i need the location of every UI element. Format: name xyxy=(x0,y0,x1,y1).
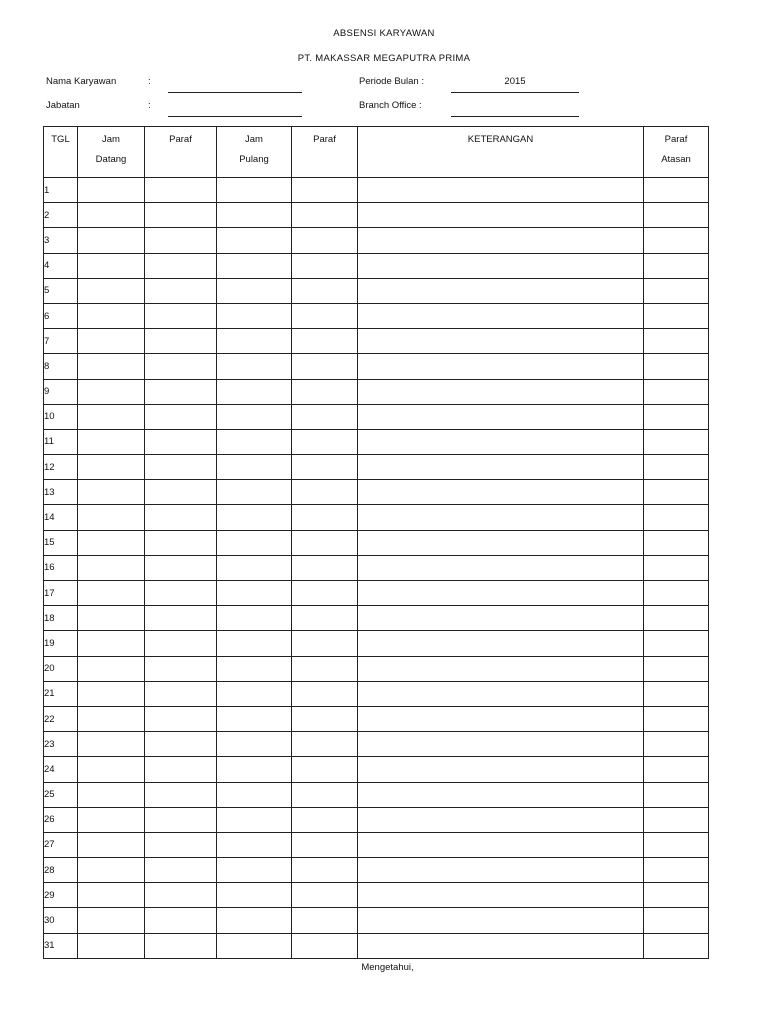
table-cell[interactable] xyxy=(644,354,709,379)
table-cell[interactable] xyxy=(78,505,145,530)
table-cell[interactable] xyxy=(358,782,644,807)
table-cell[interactable] xyxy=(78,832,145,857)
table-cell[interactable] xyxy=(78,706,145,731)
table-cell[interactable] xyxy=(644,706,709,731)
day-number: 22 xyxy=(44,706,78,731)
table-cell[interactable] xyxy=(78,656,145,681)
table-cell[interactable] xyxy=(292,581,358,606)
table-row xyxy=(44,278,709,303)
table-cell[interactable] xyxy=(145,757,217,782)
table-cell[interactable] xyxy=(145,883,217,908)
table-cell[interactable] xyxy=(358,203,644,228)
table-cell[interactable] xyxy=(145,455,217,480)
table-cell[interactable] xyxy=(644,203,709,228)
attendance-table xyxy=(43,126,709,959)
table-cell[interactable] xyxy=(358,530,644,555)
table-cell[interactable] xyxy=(358,681,644,706)
day-number: 17 xyxy=(44,581,78,606)
column-header-jam-datang: Jam Datang xyxy=(78,127,145,178)
table-cell[interactable] xyxy=(292,933,358,958)
table-cell[interactable] xyxy=(644,429,709,454)
table-cell[interactable] xyxy=(358,253,644,278)
table-cell[interactable] xyxy=(358,404,644,429)
table-row xyxy=(44,883,709,908)
table-cell[interactable] xyxy=(644,858,709,883)
table-cell[interactable] xyxy=(292,807,358,832)
table-row xyxy=(44,354,709,379)
table-cell[interactable] xyxy=(145,278,217,303)
day-number: 10 xyxy=(44,404,78,429)
table-cell[interactable] xyxy=(217,656,292,681)
table-row xyxy=(44,253,709,278)
table-cell[interactable] xyxy=(292,354,358,379)
table-row xyxy=(44,706,709,731)
table-cell[interactable] xyxy=(217,631,292,656)
table-cell[interactable] xyxy=(145,782,217,807)
table-cell[interactable] xyxy=(78,379,145,404)
table-cell[interactable] xyxy=(644,933,709,958)
day-number: 18 xyxy=(44,606,78,631)
table-cell[interactable] xyxy=(145,807,217,832)
table-cell[interactable] xyxy=(644,631,709,656)
table-cell[interactable] xyxy=(217,253,292,278)
table-row xyxy=(44,606,709,631)
table-cell[interactable] xyxy=(644,656,709,681)
table-cell[interactable] xyxy=(145,631,217,656)
table-row xyxy=(44,329,709,354)
day-number: 29 xyxy=(44,883,78,908)
table-cell[interactable] xyxy=(644,480,709,505)
table-cell[interactable] xyxy=(644,253,709,278)
table-cell[interactable] xyxy=(217,455,292,480)
table-cell[interactable] xyxy=(292,706,358,731)
column-header-keterangan: KETERANGAN xyxy=(358,127,644,178)
table-cell[interactable] xyxy=(292,455,358,480)
day-number: 15 xyxy=(44,530,78,555)
table-cell[interactable] xyxy=(78,228,145,253)
table-cell[interactable] xyxy=(358,858,644,883)
table-row xyxy=(44,404,709,429)
table-cell[interactable] xyxy=(358,832,644,857)
table-cell[interactable] xyxy=(217,732,292,757)
table-cell[interactable] xyxy=(644,329,709,354)
table-cell[interactable] xyxy=(217,832,292,857)
table-cell[interactable] xyxy=(292,631,358,656)
employee-name-colon: : xyxy=(148,76,151,87)
period-value[interactable]: 2015 xyxy=(504,76,526,87)
table-cell[interactable] xyxy=(292,883,358,908)
table-cell[interactable] xyxy=(145,253,217,278)
table-cell[interactable] xyxy=(78,303,145,328)
day-number: 27 xyxy=(44,832,78,857)
table-cell[interactable] xyxy=(217,706,292,731)
acknowledge-label: Mengetahui, xyxy=(361,962,414,973)
table-cell[interactable] xyxy=(217,429,292,454)
day-number: 4 xyxy=(44,253,78,278)
table-cell[interactable] xyxy=(292,253,358,278)
table-cell[interactable] xyxy=(358,178,644,203)
table-cell[interactable] xyxy=(292,656,358,681)
day-number: 30 xyxy=(44,908,78,933)
column-header-paraf-pulang: Paraf xyxy=(292,127,358,178)
column-header-paraf-datang: Paraf xyxy=(145,127,217,178)
employee-name-field[interactable] xyxy=(168,92,302,93)
table-row xyxy=(44,681,709,706)
table-cell[interactable] xyxy=(145,681,217,706)
table-cell[interactable] xyxy=(78,681,145,706)
table-cell[interactable] xyxy=(292,228,358,253)
table-cell[interactable] xyxy=(78,480,145,505)
table-row xyxy=(44,631,709,656)
table-cell[interactable] xyxy=(217,581,292,606)
table-row xyxy=(44,807,709,832)
day-number: 20 xyxy=(44,656,78,681)
table-row xyxy=(44,228,709,253)
table-cell[interactable] xyxy=(217,933,292,958)
table-cell[interactable] xyxy=(644,303,709,328)
day-number: 9 xyxy=(44,379,78,404)
table-cell[interactable] xyxy=(217,329,292,354)
day-number: 13 xyxy=(44,480,78,505)
day-number: 3 xyxy=(44,228,78,253)
position-colon: : xyxy=(148,100,151,111)
table-cell[interactable] xyxy=(145,505,217,530)
day-number: 23 xyxy=(44,732,78,757)
table-cell[interactable] xyxy=(292,606,358,631)
table-cell[interactable] xyxy=(78,581,145,606)
table-cell[interactable] xyxy=(358,555,644,580)
table-cell[interactable] xyxy=(644,278,709,303)
day-number: 5 xyxy=(44,278,78,303)
table-cell[interactable] xyxy=(292,329,358,354)
table-cell[interactable] xyxy=(358,455,644,480)
table-row xyxy=(44,379,709,404)
table-cell[interactable] xyxy=(78,933,145,958)
table-row xyxy=(44,908,709,933)
table-cell[interactable] xyxy=(145,908,217,933)
table-row xyxy=(44,732,709,757)
column-header-paraf-atasan: Paraf Atasan xyxy=(644,127,709,178)
table-cell[interactable] xyxy=(358,303,644,328)
table-cell[interactable] xyxy=(217,757,292,782)
period-field-underline xyxy=(451,92,579,93)
table-cell[interactable] xyxy=(644,228,709,253)
table-cell[interactable] xyxy=(78,354,145,379)
table-header-row xyxy=(44,127,709,178)
employee-name-label: Nama Karyawan xyxy=(46,76,117,87)
table-cell[interactable] xyxy=(78,883,145,908)
day-number: 19 xyxy=(44,631,78,656)
table-cell[interactable] xyxy=(358,732,644,757)
table-cell[interactable] xyxy=(358,354,644,379)
branch-office-field[interactable] xyxy=(451,116,579,117)
table-cell[interactable] xyxy=(358,631,644,656)
table-cell[interactable] xyxy=(78,555,145,580)
table-cell[interactable] xyxy=(78,782,145,807)
table-cell[interactable] xyxy=(78,404,145,429)
table-cell[interactable] xyxy=(358,581,644,606)
table-cell[interactable] xyxy=(78,455,145,480)
table-cell[interactable] xyxy=(358,908,644,933)
table-cell[interactable] xyxy=(217,379,292,404)
document-title: ABSENSI KARYAWAN xyxy=(333,28,435,39)
day-number: 2 xyxy=(44,203,78,228)
table-cell[interactable] xyxy=(644,908,709,933)
table-cell[interactable] xyxy=(217,480,292,505)
table-cell[interactable] xyxy=(145,228,217,253)
table-cell[interactable] xyxy=(217,883,292,908)
day-number: 11 xyxy=(44,429,78,454)
table-cell[interactable] xyxy=(292,858,358,883)
table-cell[interactable] xyxy=(358,933,644,958)
table-cell[interactable] xyxy=(644,581,709,606)
table-cell[interactable] xyxy=(292,757,358,782)
table-cell[interactable] xyxy=(78,253,145,278)
table-cell[interactable] xyxy=(217,606,292,631)
table-cell[interactable] xyxy=(644,883,709,908)
table-cell[interactable] xyxy=(644,782,709,807)
table-cell[interactable] xyxy=(644,555,709,580)
table-cell[interactable] xyxy=(644,606,709,631)
table-cell[interactable] xyxy=(292,555,358,580)
day-number: 31 xyxy=(44,933,78,958)
table-row xyxy=(44,555,709,580)
table-row xyxy=(44,757,709,782)
table-cell[interactable] xyxy=(217,908,292,933)
table-row xyxy=(44,480,709,505)
table-row xyxy=(44,933,709,958)
table-cell[interactable] xyxy=(358,807,644,832)
table-cell[interactable] xyxy=(217,278,292,303)
table-cell[interactable] xyxy=(358,429,644,454)
table-cell[interactable] xyxy=(358,379,644,404)
table-cell[interactable] xyxy=(358,480,644,505)
period-label: Periode Bulan : xyxy=(359,76,424,87)
table-cell[interactable] xyxy=(145,480,217,505)
table-cell[interactable] xyxy=(358,228,644,253)
day-number: 14 xyxy=(44,505,78,530)
table-cell[interactable] xyxy=(292,782,358,807)
table-row xyxy=(44,858,709,883)
table-cell[interactable] xyxy=(145,581,217,606)
table-cell[interactable] xyxy=(145,379,217,404)
table-cell[interactable] xyxy=(78,530,145,555)
table-cell[interactable] xyxy=(358,883,644,908)
table-cell[interactable] xyxy=(644,379,709,404)
table-cell[interactable] xyxy=(644,530,709,555)
table-cell[interactable] xyxy=(145,354,217,379)
table-cell[interactable] xyxy=(78,606,145,631)
table-cell[interactable] xyxy=(644,681,709,706)
day-number: 16 xyxy=(44,555,78,580)
table-cell[interactable] xyxy=(292,681,358,706)
table-cell[interactable] xyxy=(78,178,145,203)
table-row xyxy=(44,429,709,454)
table-cell[interactable] xyxy=(78,278,145,303)
table-cell[interactable] xyxy=(145,858,217,883)
table-cell[interactable] xyxy=(217,203,292,228)
day-number: 28 xyxy=(44,858,78,883)
table-cell[interactable] xyxy=(217,404,292,429)
table-cell[interactable] xyxy=(145,606,217,631)
table-cell[interactable] xyxy=(145,656,217,681)
table-cell[interactable] xyxy=(292,480,358,505)
table-cell[interactable] xyxy=(292,303,358,328)
table-cell[interactable] xyxy=(145,429,217,454)
table-cell[interactable] xyxy=(78,203,145,228)
table-cell[interactable] xyxy=(292,530,358,555)
table-cell[interactable] xyxy=(644,732,709,757)
table-row xyxy=(44,832,709,857)
table-cell[interactable] xyxy=(217,681,292,706)
column-header-jam-pulang: Jam Pulang xyxy=(217,127,292,178)
day-number: 7 xyxy=(44,329,78,354)
table-cell[interactable] xyxy=(644,757,709,782)
table-cell[interactable] xyxy=(145,178,217,203)
day-number: 8 xyxy=(44,354,78,379)
table-cell[interactable] xyxy=(145,303,217,328)
table-cell[interactable] xyxy=(217,505,292,530)
table-cell[interactable] xyxy=(644,455,709,480)
table-cell[interactable] xyxy=(292,404,358,429)
table-cell[interactable] xyxy=(217,807,292,832)
table-row xyxy=(44,530,709,555)
table-cell[interactable] xyxy=(358,656,644,681)
table-cell[interactable] xyxy=(145,555,217,580)
table-cell[interactable] xyxy=(358,706,644,731)
table-cell[interactable] xyxy=(292,832,358,857)
table-cell[interactable] xyxy=(217,858,292,883)
table-cell[interactable] xyxy=(292,429,358,454)
table-cell[interactable] xyxy=(78,807,145,832)
table-cell[interactable] xyxy=(145,329,217,354)
table-cell[interactable] xyxy=(145,404,217,429)
table-cell[interactable] xyxy=(644,505,709,530)
table-cell[interactable] xyxy=(78,329,145,354)
position-field[interactable] xyxy=(168,116,302,117)
table-cell[interactable] xyxy=(217,530,292,555)
table-cell[interactable] xyxy=(644,807,709,832)
table-row xyxy=(44,782,709,807)
table-cell[interactable] xyxy=(145,530,217,555)
table-cell[interactable] xyxy=(145,706,217,731)
day-number: 6 xyxy=(44,303,78,328)
position-label: Jabatan xyxy=(46,100,80,111)
table-row xyxy=(44,178,709,203)
table-cell[interactable] xyxy=(217,178,292,203)
table-cell[interactable] xyxy=(292,379,358,404)
table-row xyxy=(44,505,709,530)
table-cell[interactable] xyxy=(78,908,145,933)
table-cell[interactable] xyxy=(644,178,709,203)
table-cell[interactable] xyxy=(145,832,217,857)
table-cell[interactable] xyxy=(145,732,217,757)
table-cell[interactable] xyxy=(644,832,709,857)
table-cell[interactable] xyxy=(292,203,358,228)
company-name: PT. MAKASSAR MEGAPUTRA PRIMA xyxy=(297,53,471,64)
table-cell[interactable] xyxy=(292,908,358,933)
day-number: 24 xyxy=(44,757,78,782)
table-cell[interactable] xyxy=(78,631,145,656)
table-cell[interactable] xyxy=(358,757,644,782)
column-header-tgl: TGL xyxy=(44,127,78,178)
table-cell[interactable] xyxy=(78,757,145,782)
table-cell[interactable] xyxy=(145,933,217,958)
table-cell[interactable] xyxy=(217,303,292,328)
day-number: 26 xyxy=(44,807,78,832)
table-cell[interactable] xyxy=(217,555,292,580)
table-cell[interactable] xyxy=(78,858,145,883)
day-number: 1 xyxy=(44,178,78,203)
table-cell[interactable] xyxy=(358,329,644,354)
table-cell[interactable] xyxy=(358,606,644,631)
table-cell[interactable] xyxy=(78,732,145,757)
table-cell[interactable] xyxy=(358,278,644,303)
branch-office-label: Branch Office : xyxy=(359,100,422,111)
table-cell[interactable] xyxy=(292,278,358,303)
day-number: 12 xyxy=(44,455,78,480)
table-cell[interactable] xyxy=(78,429,145,454)
table-cell[interactable] xyxy=(644,404,709,429)
day-number: 21 xyxy=(44,681,78,706)
table-cell[interactable] xyxy=(292,505,358,530)
table-cell[interactable] xyxy=(145,203,217,228)
table-cell[interactable] xyxy=(217,354,292,379)
table-cell[interactable] xyxy=(292,178,358,203)
table-cell[interactable] xyxy=(358,505,644,530)
table-cell[interactable] xyxy=(217,782,292,807)
table-row xyxy=(44,455,709,480)
table-row xyxy=(44,656,709,681)
table-row xyxy=(44,581,709,606)
table-cell[interactable] xyxy=(292,732,358,757)
day-number: 25 xyxy=(44,782,78,807)
table-row xyxy=(44,203,709,228)
table-body xyxy=(44,178,709,959)
table-cell[interactable] xyxy=(217,228,292,253)
table-row xyxy=(44,303,709,328)
